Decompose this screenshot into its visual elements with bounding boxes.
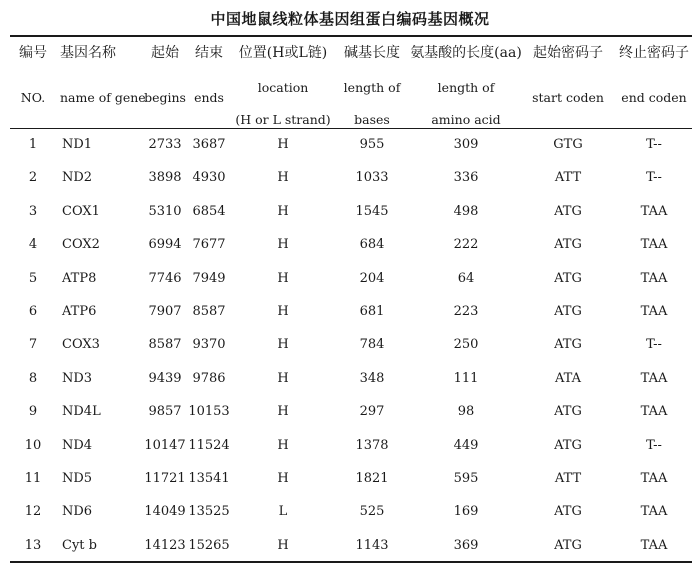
cell-ends: 13541	[188, 471, 230, 486]
cell-begins: 10147	[144, 437, 186, 453]
cell-ends: 13525	[188, 504, 230, 520]
cell-end-codon: T--	[646, 337, 662, 353]
cell-end-codon: TAA	[640, 237, 668, 253]
cell-gene-name: ND1	[62, 137, 93, 152]
cell-length-aa: 309	[453, 137, 479, 152]
cell-no: 10	[24, 437, 42, 453]
cell-begins: 8587	[148, 337, 182, 353]
cell-ends: 10153	[188, 404, 230, 420]
cell-end-codon: TAA	[640, 404, 668, 420]
header-gene-name-cn: 基因名称	[60, 45, 116, 61]
cell-length-aa: 369	[453, 537, 479, 553]
cell-length-aa: 336	[453, 170, 479, 186]
cell-location: H	[277, 437, 289, 453]
cell-begins: 7746	[148, 270, 182, 286]
cell-gene-name: ND2	[62, 170, 93, 186]
cell-no: 4	[28, 237, 38, 253]
cell-begins: 9857	[148, 404, 182, 420]
cell-no: 9	[28, 404, 38, 420]
cell-location: H	[277, 237, 289, 253]
cell-length-bases: 1143	[355, 537, 389, 553]
cell-ends: 7949	[192, 270, 226, 286]
table-title: 中国地鼠线粒体基因组蛋白编码基因概况	[210, 10, 490, 28]
cell-location: H	[277, 304, 289, 319]
cell-length-aa: 449	[453, 437, 479, 453]
cell-end-codon: TAA	[640, 537, 668, 553]
cell-length-bases: 525	[359, 504, 385, 520]
cell-gene-name: Cyt b	[62, 537, 97, 553]
cell-end-codon: TAA	[640, 304, 668, 319]
header-ends-cn: 结束	[195, 45, 223, 61]
cell-end-codon: T--	[646, 437, 662, 453]
cell-length-aa: 222	[453, 237, 479, 253]
cell-length-aa: 498	[453, 203, 479, 219]
header-no-en: NO.	[20, 90, 46, 105]
cell-length-aa: 223	[453, 304, 479, 319]
cell-ends: 9370	[192, 337, 226, 353]
cell-no: 3	[28, 203, 38, 219]
cell-gene-name: ND4L	[62, 404, 101, 420]
cell-start-codon: GTG	[553, 137, 583, 152]
header-ends-en: ends	[194, 90, 224, 105]
cell-start-codon: ATG	[554, 337, 582, 353]
cell-start-codon: ATG	[554, 504, 582, 520]
header-end-codon-en: end coden	[621, 90, 687, 105]
cell-location: H	[277, 270, 289, 286]
cell-end-codon: TAA	[640, 471, 668, 486]
cell-length-aa: 64	[457, 270, 475, 286]
cell-length-bases: 1545	[355, 203, 389, 219]
cell-begins: 14123	[144, 537, 186, 553]
header-length-bases-en: bases	[354, 112, 390, 127]
header-end-codon-cn: 终止密码子	[619, 45, 689, 61]
cell-ends: 9786	[192, 370, 226, 386]
header-start-codon-en: start coden	[532, 90, 604, 105]
header-no-cn: 编号	[19, 45, 47, 61]
table-top-rule	[10, 35, 692, 37]
cell-start-codon: ATT	[554, 471, 582, 486]
cell-length-bases: 297	[359, 404, 385, 420]
cell-begins: 11721	[144, 471, 186, 486]
header-begins-cn: 起始	[151, 45, 179, 61]
cell-location: H	[277, 370, 289, 386]
cell-no: 12	[24, 504, 42, 520]
cell-length-aa: 98	[457, 404, 475, 420]
cell-gene-name: ND5	[62, 471, 93, 486]
cell-end-codon: TAA	[640, 203, 668, 219]
cell-location: H	[277, 404, 289, 420]
cell-no: 11	[24, 471, 42, 486]
header-start-codon-cn: 起始密码子	[533, 45, 603, 61]
cell-begins: 3898	[148, 170, 182, 186]
cell-start-codon: ATA	[554, 370, 582, 386]
cell-end-codon: TAA	[640, 270, 668, 286]
table-header-rule	[10, 128, 692, 129]
cell-start-codon: ATG	[554, 237, 582, 253]
cell-gene-name: ND6	[62, 504, 93, 520]
cell-location: H	[277, 203, 289, 219]
cell-gene-name: ATP6	[62, 304, 97, 319]
cell-no: 5	[28, 270, 38, 286]
cell-length-bases: 204	[359, 270, 385, 286]
cell-length-bases: 681	[359, 304, 385, 319]
cell-length-bases: 1033	[355, 170, 389, 186]
cell-gene-name: COX3	[62, 337, 100, 353]
cell-no: 1	[28, 137, 38, 152]
cell-no: 13	[24, 537, 42, 553]
cell-begins: 6994	[148, 237, 182, 253]
cell-length-bases: 784	[359, 337, 385, 353]
cell-gene-name: COX2	[62, 237, 100, 253]
header-location-cn: 位置(H或L链)	[238, 45, 328, 61]
cell-start-codon: ATG	[554, 404, 582, 420]
header-gene-name-en: name of gene	[60, 90, 146, 105]
header-length-aa-cn: 氨基酸的长度(aa)	[410, 45, 522, 61]
header-begins-en: begins	[144, 90, 186, 105]
cell-no: 6	[28, 304, 38, 319]
cell-ends: 7677	[192, 237, 226, 253]
header-length-aa-en: length of	[437, 80, 495, 95]
cell-ends: 6854	[192, 203, 226, 219]
header-location-en: (H or L strand)	[235, 112, 331, 127]
cell-length-aa: 169	[453, 504, 479, 520]
cell-start-codon: ATG	[554, 304, 582, 319]
cell-start-codon: ATG	[554, 203, 582, 219]
header-length-bases-en: length of	[343, 80, 401, 95]
cell-length-bases: 955	[359, 137, 385, 152]
header-location-en: location	[257, 80, 309, 95]
cell-start-codon: ATG	[554, 537, 582, 553]
cell-ends: 15265	[188, 537, 230, 553]
cell-no: 7	[28, 337, 38, 353]
cell-start-codon: ATT	[554, 170, 582, 186]
cell-location: H	[277, 170, 289, 186]
cell-no: 8	[28, 370, 38, 386]
cell-gene-name: ND4	[62, 437, 93, 453]
cell-location: H	[277, 537, 289, 553]
cell-start-codon: ATG	[554, 270, 582, 286]
cell-begins: 14049	[144, 504, 186, 520]
cell-begins: 7907	[148, 304, 182, 319]
header-length-bases-cn: 碱基长度	[344, 45, 400, 61]
cell-length-aa: 250	[453, 337, 479, 353]
cell-ends: 8587	[192, 304, 226, 319]
cell-location: L	[278, 504, 288, 520]
cell-location: H	[277, 471, 289, 486]
cell-end-codon: TAA	[640, 504, 668, 520]
cell-gene-name: ATP8	[62, 270, 97, 286]
cell-length-bases: 1378	[355, 437, 389, 453]
cell-length-bases: 1821	[355, 471, 389, 486]
header-length-aa-en: amino acid	[431, 112, 501, 127]
cell-end-codon: T--	[646, 170, 662, 186]
cell-length-bases: 348	[359, 370, 385, 386]
cell-ends: 3687	[192, 137, 226, 152]
cell-length-aa: 111	[453, 370, 479, 386]
cell-end-codon: TAA	[640, 370, 668, 386]
cell-no: 2	[28, 170, 38, 186]
cell-length-bases: 684	[359, 237, 385, 253]
cell-begins: 9439	[148, 370, 182, 386]
cell-begins: 5310	[148, 203, 182, 219]
cell-gene-name: COX1	[62, 203, 100, 219]
cell-start-codon: ATG	[554, 437, 582, 453]
cell-gene-name: ND3	[62, 370, 93, 386]
table-bottom-rule	[10, 561, 692, 563]
cell-ends: 11524	[188, 437, 230, 453]
cell-location: H	[277, 337, 289, 353]
cell-ends: 4930	[192, 170, 226, 186]
cell-begins: 2733	[148, 137, 182, 152]
cell-length-aa: 595	[453, 471, 479, 486]
cell-location: H	[277, 137, 289, 152]
cell-end-codon: T--	[646, 137, 662, 152]
